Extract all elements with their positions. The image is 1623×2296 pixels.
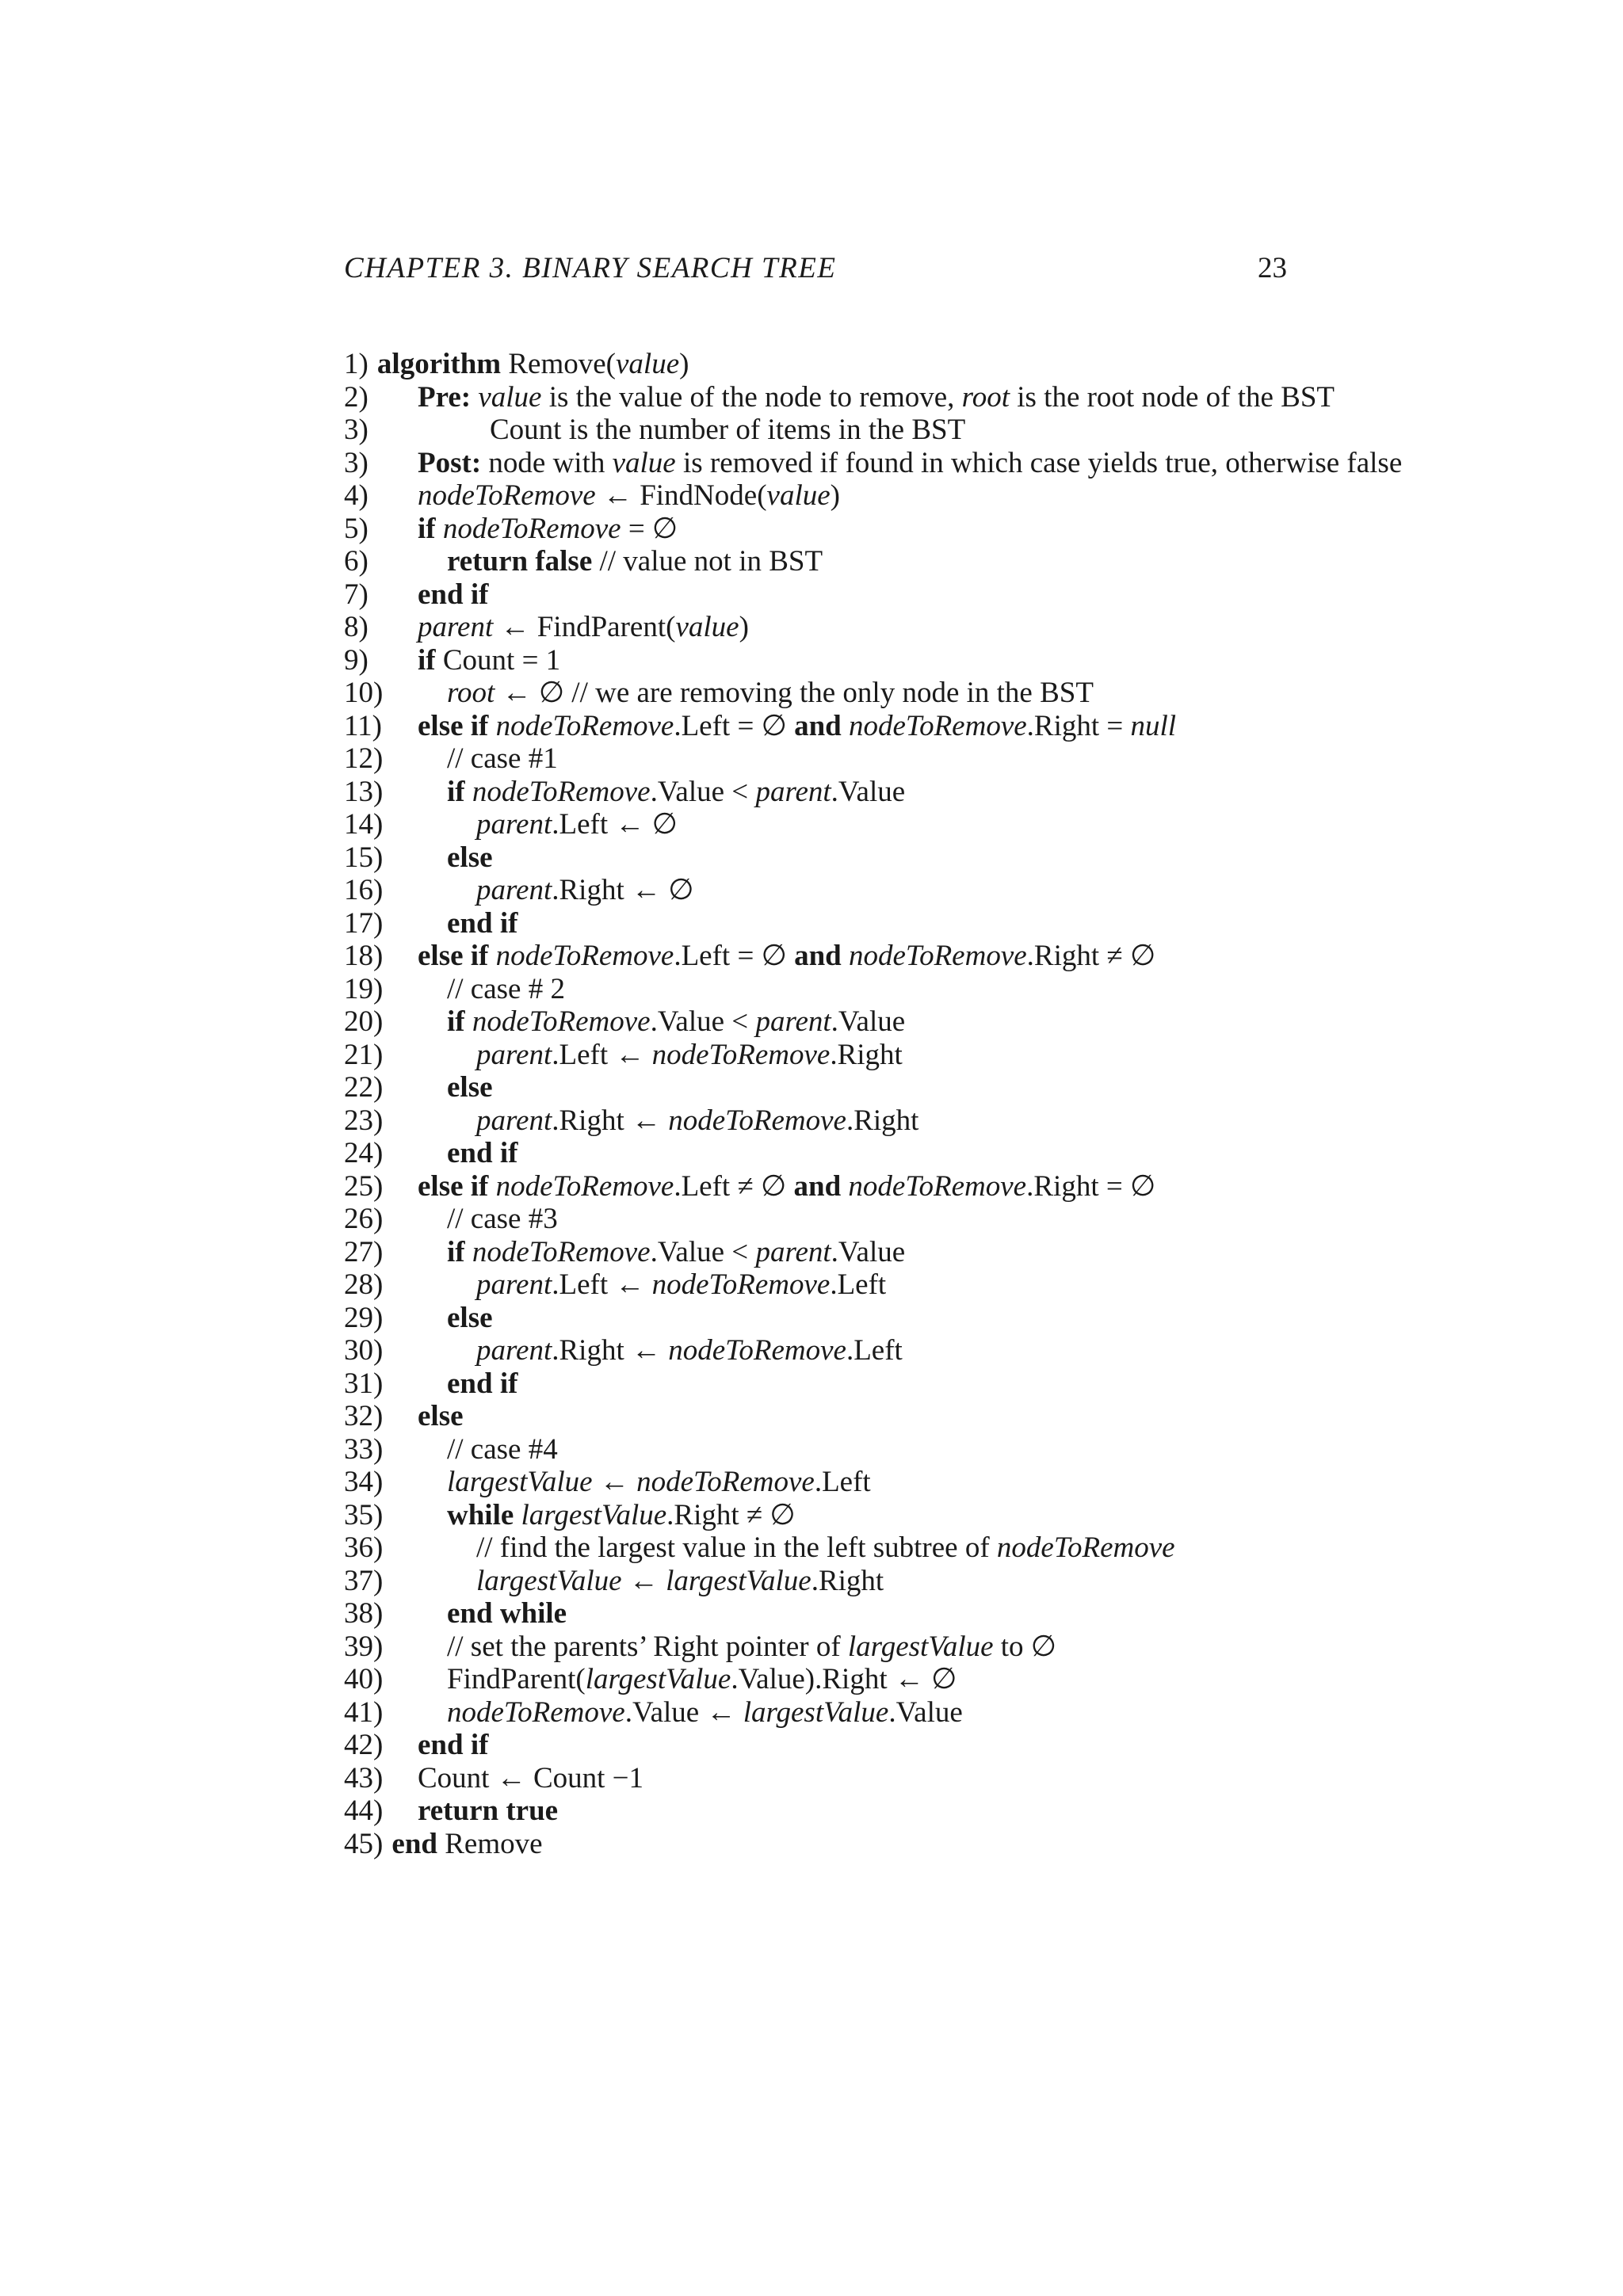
page-header (344, 252, 1287, 285)
line-number: 33) (344, 1432, 384, 1466)
code-text: .Right ← (552, 1104, 669, 1137)
line-content (447, 742, 558, 776)
code-text: .Right ≠ ∅ (1026, 940, 1156, 972)
math-variable: parent (476, 1104, 552, 1137)
code-text: FindParent( (447, 1663, 586, 1695)
code-text: .Right (830, 1038, 903, 1071)
algorithm-line (344, 1499, 1533, 1532)
line-number: 42) (344, 1729, 384, 1761)
math-variable: parent (476, 874, 552, 906)
code-text: is the value of the node to remove, (541, 380, 962, 414)
math-variable: largestValue (585, 1663, 731, 1695)
code-text: // value not in BST (592, 545, 823, 578)
line-content (447, 1466, 871, 1499)
keyword: end if (447, 1367, 518, 1400)
math-variable: nodeToRemove (668, 1104, 846, 1137)
code-text: .Left ← (552, 1038, 652, 1071)
code-text: ← ∅ // we are removing the only node in the BST (495, 677, 1094, 709)
keyword: if (418, 512, 443, 545)
code-text: .Right ← (552, 1334, 669, 1367)
math-variable: parent (418, 611, 494, 643)
algorithm-line (344, 940, 1533, 973)
algorithm-line (344, 1630, 1533, 1664)
code-text: ← FindParent( (493, 611, 676, 643)
line-number: 23) (344, 1104, 384, 1137)
code-text: is removed if found in which case yields true, otherwise false (675, 446, 1403, 479)
math-variable: nodeToRemove (636, 1466, 815, 1498)
algorithm-line (344, 1334, 1533, 1367)
algorithm-line (344, 1663, 1533, 1696)
math-variable: nodeToRemove (418, 479, 596, 512)
code-text: // case #1 (447, 742, 558, 775)
line-number: 31) (344, 1367, 384, 1400)
line-number: 17) (344, 906, 384, 940)
line-number: 5) (344, 512, 369, 545)
algorithm-line (344, 1400, 1533, 1433)
line-number: 4) (344, 479, 369, 512)
line-number: 30) (344, 1334, 384, 1367)
math-variable: null (1130, 709, 1177, 742)
algorithm-line (344, 1137, 1533, 1170)
line-content (476, 1268, 886, 1302)
code-text: ) (830, 479, 840, 512)
line-content (418, 1170, 1155, 1203)
code-text: Remove( (501, 348, 616, 380)
code-text: // case #4 (447, 1432, 558, 1466)
line-content (447, 1433, 558, 1466)
algorithm-line (344, 1696, 1533, 1730)
math-variable: root (961, 380, 1010, 414)
line-content (447, 841, 493, 875)
math-variable: largestValue (666, 1564, 812, 1597)
code-text: .Value).Right ← ∅ (731, 1663, 957, 1695)
line-number: 25) (344, 1169, 384, 1203)
line-number: 9) (344, 643, 369, 677)
algorithm-line (344, 1565, 1533, 1598)
line-content (476, 1531, 1175, 1565)
keyword: if (447, 1005, 472, 1038)
code-text: ← (621, 1564, 666, 1597)
code-text: .Right = (1026, 709, 1131, 742)
math-variable: root (447, 677, 495, 709)
line-content (447, 1696, 963, 1730)
code-text: .Value < (650, 1235, 756, 1268)
line-content (418, 447, 1402, 480)
line-content (418, 644, 560, 677)
math-variable: largestValue (847, 1630, 994, 1663)
math-variable: largestValue (743, 1695, 889, 1729)
algorithm-line (344, 874, 1533, 907)
line-number: 40) (344, 1663, 384, 1695)
code-text: // find the largest value in the left subtree of (476, 1531, 997, 1564)
math-variable: parent (476, 808, 552, 841)
code-text: = ∅ (621, 512, 678, 545)
code-text: ← FindNode( (595, 479, 767, 512)
code-text: .Left ≠ ∅ (674, 1169, 794, 1203)
math-variable: parent (476, 1038, 552, 1071)
code-text: // case # 2 (447, 972, 565, 1005)
line-number: 15) (344, 841, 384, 874)
keyword: and (794, 940, 849, 972)
math-variable: nodeToRemove (848, 1169, 1027, 1203)
math-variable: nodeToRemove (495, 1169, 674, 1203)
math-variable: nodeToRemove (996, 1531, 1175, 1564)
line-number: 38) (344, 1597, 384, 1630)
code-text: .Value ← (624, 1695, 743, 1729)
line-content (447, 1597, 567, 1630)
line-content (476, 874, 693, 907)
line-content (447, 1137, 517, 1170)
algorithm-line (344, 1170, 1533, 1203)
code-text: Count = 1 (442, 643, 561, 677)
line-content (476, 1039, 903, 1072)
code-text: .Value (831, 775, 906, 808)
math-variable: nodeToRemove (442, 512, 621, 545)
code-text: Count ← Count −1 (418, 1761, 644, 1794)
code-text: .Value (831, 1005, 906, 1038)
line-number: 27) (344, 1235, 384, 1268)
math-variable: parent (476, 1268, 552, 1301)
code-text: is the root node of the BST (1009, 380, 1335, 414)
algorithm-line (344, 1531, 1533, 1565)
algorithm-line (344, 1302, 1533, 1335)
line-number: 26) (344, 1203, 384, 1235)
code-text: .Left (846, 1334, 903, 1367)
algorithm-line (344, 611, 1533, 644)
algorithm-line (344, 1268, 1533, 1302)
math-variable: nodeToRemove (848, 940, 1027, 972)
line-number: 37) (344, 1564, 384, 1597)
line-content (447, 1236, 905, 1269)
line-content (447, 1005, 905, 1039)
math-variable: parent (755, 1235, 831, 1268)
keyword: end if (418, 1729, 489, 1761)
algorithm-line (344, 1236, 1533, 1269)
math-variable: nodeToRemove (472, 775, 651, 808)
keyword: else if (418, 1169, 496, 1203)
code-text: node with (488, 446, 613, 479)
keyword: while (447, 1498, 521, 1531)
math-variable: nodeToRemove (447, 1695, 625, 1729)
keyword: and (794, 709, 849, 742)
line-number: 43) (344, 1761, 384, 1794)
math-variable: value (675, 611, 739, 643)
code-text: .Left ← ∅ (552, 808, 678, 841)
algorithm-line (344, 841, 1533, 875)
algorithm-line (344, 677, 1533, 710)
code-text: .Right (811, 1564, 884, 1597)
keyword: if (418, 643, 443, 677)
line-number: 36) (344, 1531, 384, 1564)
algorithm-line (344, 1005, 1533, 1039)
line-content (418, 513, 678, 546)
code-text: .Right = ∅ (1026, 1169, 1156, 1203)
line-content (418, 1400, 464, 1433)
algorithm-line (344, 710, 1533, 743)
line-number: 2) (344, 380, 369, 414)
algorithm-line (344, 742, 1533, 776)
line-content (476, 1565, 884, 1598)
code-text: Remove (437, 1827, 543, 1860)
line-content (447, 1203, 558, 1236)
keyword: algorithm (376, 348, 502, 380)
line-content (447, 973, 565, 1006)
algorithm-line (344, 1729, 1533, 1762)
keyword: else (418, 1400, 464, 1432)
line-number: 45) (344, 1827, 384, 1860)
algorithm-line (344, 1203, 1533, 1236)
algorithm-line (344, 545, 1533, 578)
algorithm-line (344, 1039, 1533, 1072)
line-content (447, 677, 1094, 710)
math-variable: value (616, 348, 680, 380)
line-content (447, 1302, 493, 1335)
keyword: Post: (418, 446, 489, 479)
line-number: 34) (344, 1466, 384, 1498)
code-text: ) (679, 348, 689, 380)
algorithm-line (344, 578, 1533, 612)
line-content (418, 710, 1176, 743)
line-content (418, 611, 749, 644)
math-variable: nodeToRemove (651, 1038, 831, 1071)
line-number: 8) (344, 611, 369, 643)
algorithm-line (344, 1828, 1533, 1861)
line-content (447, 1367, 517, 1401)
math-variable: nodeToRemove (848, 709, 1027, 742)
code-text: to ∅ (993, 1630, 1057, 1663)
line-content (476, 1104, 918, 1138)
keyword: Pre: (418, 380, 479, 414)
line-number: 12) (344, 742, 384, 775)
math-variable: nodeToRemove (651, 1268, 831, 1301)
code-text: .Left = ∅ (674, 709, 795, 742)
line-content (418, 381, 1335, 414)
line-number: 22) (344, 1071, 384, 1104)
algorithm-line (344, 644, 1533, 677)
line-content (447, 776, 905, 809)
algorithm-line (344, 907, 1533, 940)
keyword: else (447, 841, 493, 874)
keyword: else if (418, 940, 496, 972)
keyword: if (447, 775, 472, 808)
line-content (377, 348, 689, 380)
keyword: if (447, 1235, 472, 1268)
algorithm-line (344, 1794, 1533, 1828)
algorithm-line (344, 1367, 1533, 1401)
line-number: 16) (344, 874, 384, 906)
code-text: // case #3 (447, 1203, 558, 1235)
algorithm-line (344, 973, 1533, 1006)
line-number: 6) (344, 545, 369, 578)
math-variable: parent (476, 1334, 552, 1367)
line-number: 29) (344, 1301, 384, 1334)
line-number: 11) (344, 709, 382, 742)
line-number: 21) (344, 1038, 384, 1071)
line-content (476, 808, 678, 841)
math-variable: largestValue (447, 1466, 593, 1498)
line-number: 7) (344, 578, 369, 611)
code-text: ← (592, 1466, 637, 1498)
running-title: CHAPTER 3. BINARY SEARCH TREE (344, 252, 837, 284)
line-content (447, 545, 823, 578)
algorithm-line (344, 414, 1533, 447)
line-content (418, 578, 488, 612)
line-content (447, 1663, 957, 1696)
math-variable: value (478, 380, 542, 414)
code-text: Count is the number of items in the BST (490, 414, 966, 446)
keyword: return false (447, 545, 593, 578)
line-number: 39) (344, 1630, 384, 1663)
line-number: 32) (344, 1400, 384, 1432)
code-text: .Value < (650, 1005, 756, 1038)
math-variable: parent (755, 1005, 831, 1038)
code-text: .Right ≠ ∅ (666, 1498, 796, 1531)
line-number: 3) (344, 414, 369, 446)
line-content (418, 940, 1155, 973)
algorithm-line (344, 447, 1533, 480)
keyword: else (447, 1071, 493, 1104)
algorithm-line (344, 1597, 1533, 1630)
algorithm-line (344, 513, 1533, 546)
code-text: .Left (830, 1268, 887, 1301)
code-text: .Left = ∅ (674, 940, 795, 972)
line-number: 1) (344, 348, 369, 380)
line-content (476, 1334, 903, 1367)
algorithm-line (344, 808, 1533, 841)
keyword: end if (447, 1137, 518, 1169)
algorithm-line (344, 381, 1533, 414)
code-text: .Right ← ∅ (552, 874, 694, 906)
math-variable: largestValue (521, 1498, 667, 1531)
keyword: else if (418, 709, 496, 742)
line-content (447, 1630, 1056, 1664)
math-variable: value (612, 446, 676, 479)
line-number: 3) (344, 446, 369, 479)
line-number: 24) (344, 1137, 384, 1169)
line-number: 44) (344, 1794, 384, 1827)
line-number: 28) (344, 1268, 384, 1301)
line-number: 14) (344, 808, 384, 841)
code-text: .Value (831, 1235, 906, 1268)
keyword: end (391, 1827, 437, 1860)
code-text: .Left (814, 1466, 871, 1498)
keyword: end while (447, 1597, 567, 1630)
math-variable: nodeToRemove (472, 1235, 651, 1268)
algorithm-line (344, 1466, 1533, 1499)
code-text: .Value (888, 1695, 963, 1729)
algorithm-line (344, 1762, 1533, 1795)
algorithm-line (344, 1104, 1533, 1138)
keyword: return true (418, 1794, 559, 1827)
line-content (447, 1499, 796, 1532)
keyword: and (793, 1169, 849, 1203)
math-variable: value (766, 479, 831, 512)
line-content (418, 479, 840, 513)
algorithm-line (344, 1071, 1533, 1104)
line-content (418, 1729, 488, 1762)
line-number: 18) (344, 940, 384, 972)
line-number: 10) (344, 677, 384, 709)
code-text: .Right (846, 1104, 919, 1137)
algorithm-line (344, 479, 1533, 513)
line-number: 41) (344, 1695, 384, 1729)
line-number: 35) (344, 1498, 384, 1531)
keyword: end if (447, 906, 518, 940)
algorithm-line (344, 348, 1533, 381)
line-content (418, 1762, 643, 1795)
line-content (447, 1071, 493, 1104)
code-text: .Left ← (552, 1268, 652, 1301)
math-variable: nodeToRemove (472, 1005, 651, 1038)
code-text: .Value < (650, 775, 756, 808)
algorithm-listing (344, 348, 1533, 1860)
math-variable: nodeToRemove (495, 709, 674, 742)
line-content (447, 907, 517, 940)
math-variable: largestValue (476, 1564, 622, 1597)
keyword: else (447, 1301, 493, 1334)
code-text: // set the parents’ Right pointer of (447, 1630, 848, 1663)
keyword: end if (418, 578, 489, 611)
line-content (418, 1794, 558, 1828)
line-content (490, 414, 965, 447)
line-number: 19) (344, 972, 384, 1005)
algorithm-line (344, 776, 1533, 809)
page-number: 23 (1258, 252, 1287, 284)
line-number: 20) (344, 1005, 384, 1038)
code-text: ) (739, 611, 749, 643)
math-variable: parent (755, 775, 831, 808)
math-variable: nodeToRemove (668, 1334, 846, 1367)
math-variable: nodeToRemove (495, 940, 674, 972)
algorithm-line (344, 1433, 1533, 1466)
line-content (391, 1828, 542, 1860)
line-number: 13) (344, 775, 384, 808)
